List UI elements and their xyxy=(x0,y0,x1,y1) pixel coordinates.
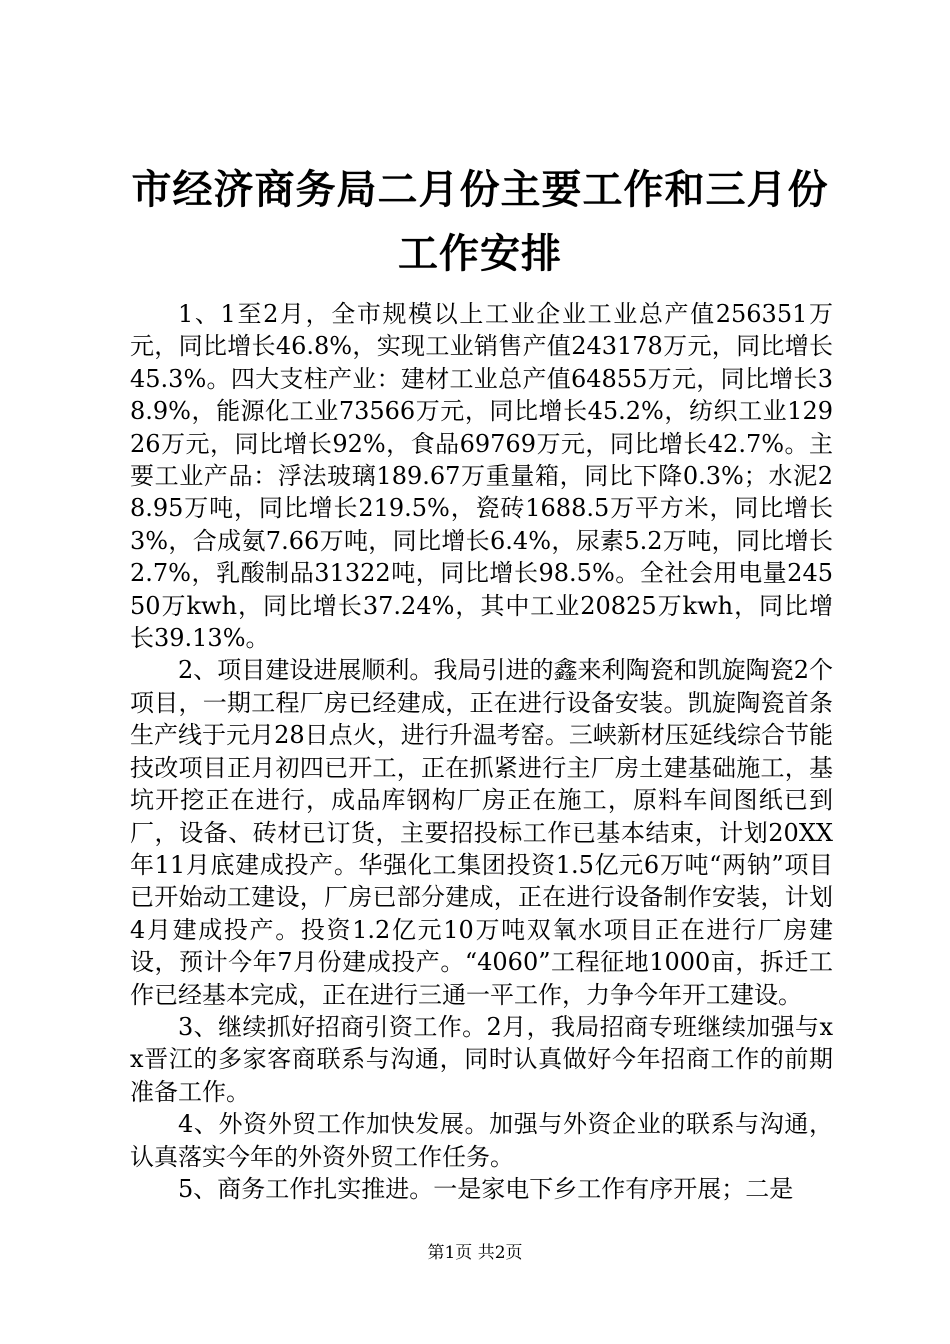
paragraph-1: 1、1至2月，全市规模以上工业企业工业总产值256351万元，同比增长46.8%，实现工业销售产值243178万元，同比增长45.3%。四大支柱产业：建材工业总产值64855万元，同比增长38.9%，能源化工业73566万元，同比增长45.2%，纺织工业12926万元，同比增长92%，食品69769万元，同比增长42.7%。主要工业产品：浮法玻璃189.67万重量箱，同比下降0.3%；水泥28.95万吨，同比增长219.5%，瓷砖1688.5万平方米，同比增长3%，合成氨7.66万吨，同比增长6.4%，尿素5.2万吨，同比增长2.7%，乳酸制品31322吨，同比增长98.5%。全社会用电量24550万kwh，同比增长37.24%，其中工业20825万kwh，同比增长39.13%。 xyxy=(130,300,833,653)
paragraph-2: 2、项目建设进展顺利。我局引进的鑫来利陶瓷和凯旋陶瓷2个项目，一期工程厂房已经建成，正在进行设备安装。凯旋陶瓷首条生产线于元月28日点火，进行升温考窑。三峡新材压延线综合节能技改项目正月初四已开工，正在抓紧进行主厂房土建基础施工，基坑开挖正在进行，成品库钢构厂房正在施工，原料车间图纸已到厂，设备、砖材已订货，主要招投标工作已基本结束，计划20XX年11月底建成投产。华强化工集团投资1.5亿元6万吨“两钠”项目已开始动工建设，厂房已部分建成，正在进行设备制作安装，计划4月建成投产。投资1.2亿元10万吨双氧水项目正在进行厂房建设，预计今年7月份建成投产。“4060”工程征地1000亩，拆迁工作已经基本完成，正在进行三通一平工作，力争今年开工建设。 xyxy=(130,656,833,1009)
document-title: 市经济商务局二月份主要工作和三月份工作安排 xyxy=(131,166,829,277)
document-body xyxy=(130,298,833,1205)
paragraph-3: 3、继续抓好招商引资工作。2月，我局招商专班继续加强与xx晋江的多家客商联系与沟通，同时认真做好今年招商工作的前期准备工作。 xyxy=(130,1012,833,1106)
paragraph-4: 4、外资外贸工作加快发展。加强与外资企业的联系与沟通，认真落实今年的外资外贸工作任务。 xyxy=(130,1110,833,1171)
paragraph-5: 5、商务工作扎实推进。一是家电下乡工作有序开展；二是 xyxy=(178,1174,794,1203)
page-footer: 第1页 共2页 xyxy=(427,1243,523,1263)
